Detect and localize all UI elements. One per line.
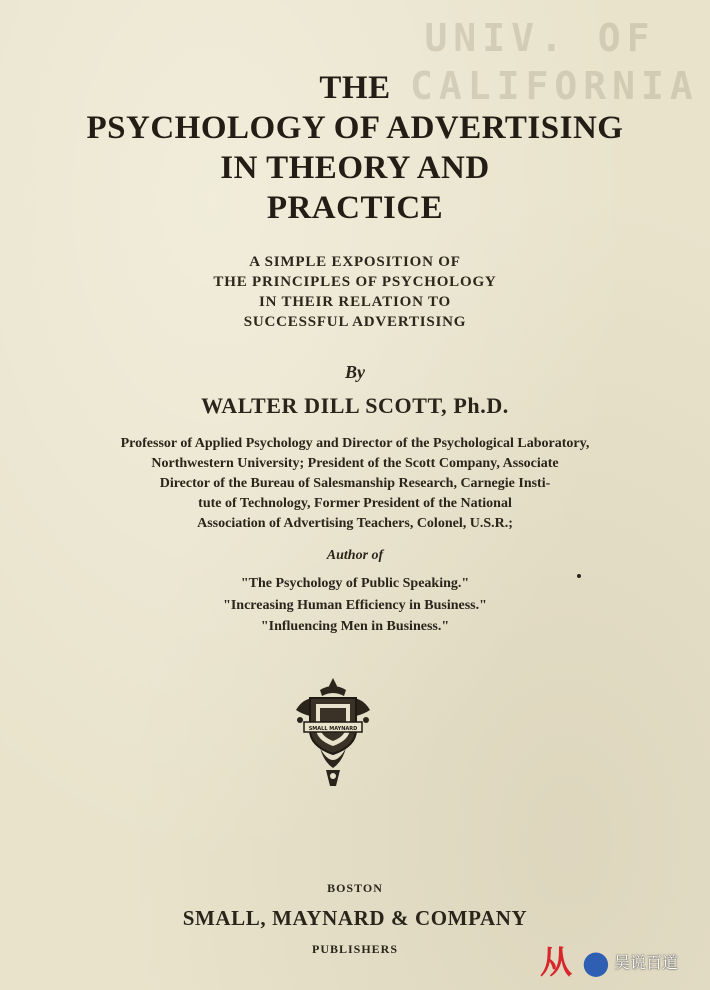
stamp-line-1: UNIV. OF — [424, 16, 656, 60]
title-line-1: THE — [319, 70, 391, 106]
subtitle-line-1: A SIMPLE EXPOSITION OF — [249, 254, 461, 270]
works-line-3: "Influencing Men in Business." — [260, 619, 450, 634]
ink-speck — [577, 574, 581, 578]
watermark-text: 吴说百道 — [614, 953, 679, 972]
publisher-city: BOSTON — [327, 881, 383, 895]
title-line-2: PSYCHOLOGY OF ADVERTISING — [86, 110, 624, 146]
credentials-line-2: Northwestern University; President of the Scott Company, Associate — [151, 456, 559, 471]
crest-motto: SMALL MAYNARD — [308, 726, 358, 732]
title-line-3: IN THEORY AND — [220, 150, 490, 186]
credentials-line-4: tute of Technology, Former President of the National — [198, 496, 512, 511]
works-line-1: "The Psychology of Public Speaking." — [240, 576, 470, 591]
credentials-line-3: Director of the Bureau of Salesmanship Research, Carnegie Insti- — [159, 476, 551, 491]
credentials-line-5: Association of Advertising Teachers, Colonel, U.S.R.; — [197, 516, 513, 531]
author-of-label: Author of — [326, 548, 384, 563]
subtitle-line-4: SUCCESSFUL ADVERTISING — [243, 314, 467, 330]
publisher-name: SMALL, MAYNARD & COMPANY — [182, 906, 528, 930]
subtitle-line-3: IN THEIR RELATION TO — [258, 294, 452, 310]
watermark-logo-icon-2: ● — [582, 943, 610, 981]
byline: By — [345, 362, 365, 382]
credentials-line-1: Professor of Applied Psychology and Director of the Psychological Laboratory, — [120, 436, 590, 451]
publisher-crest-icon — [290, 676, 376, 788]
publisher-role: PUBLISHERS — [311, 942, 399, 956]
watermark-logo-icon: 从 — [540, 943, 573, 981]
site-watermark — [540, 944, 700, 980]
subtitle-line-2: THE PRINCIPLES OF PSYCHOLOGY — [213, 274, 497, 290]
author-name: WALTER DILL SCOTT, Ph.D. — [201, 393, 509, 418]
stamp-line-2: CALIFORNIA — [410, 64, 699, 108]
title-line-4: PRACTICE — [266, 190, 444, 226]
works-line-2: "Increasing Human Efficiency in Business." — [223, 598, 487, 613]
